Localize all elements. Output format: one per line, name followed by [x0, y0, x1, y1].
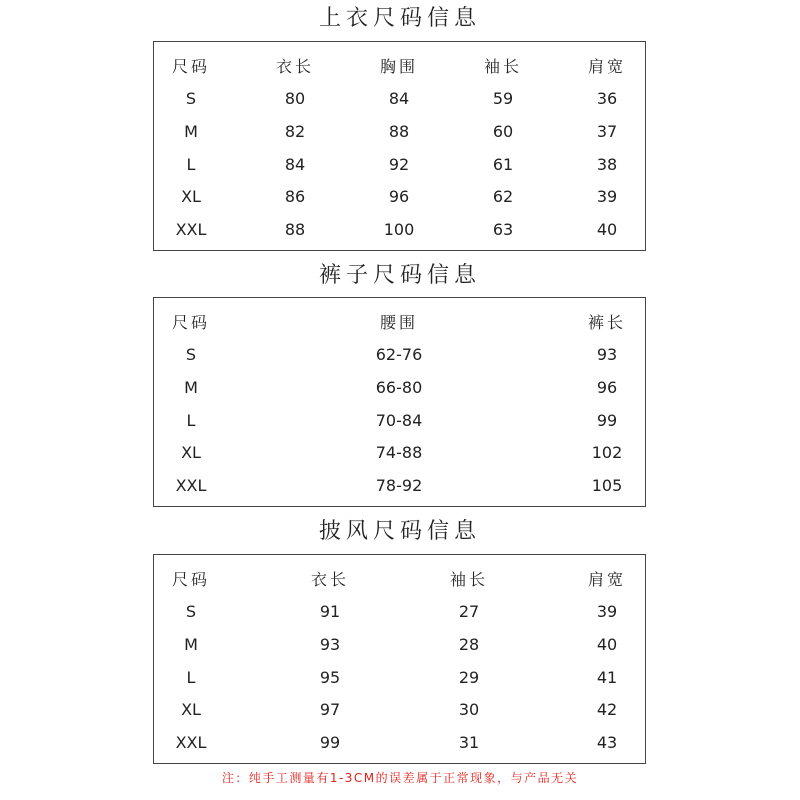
table-row	[154, 471, 645, 501]
waist-cell: 62-76	[375, 345, 423, 364]
length-cell: 93	[319, 635, 341, 654]
table-header-row	[154, 308, 645, 338]
cape-size-title: 披风尺码信息	[318, 519, 481, 544]
shoulder-cell: 39	[596, 187, 618, 206]
table-row	[154, 695, 645, 725]
shoulder-cell: 39	[596, 602, 618, 621]
length-cell: 80	[284, 89, 306, 108]
header-shoulder: 肩宽	[587, 57, 626, 76]
length-cell: 97	[319, 700, 341, 719]
chest-cell: 96	[388, 187, 410, 206]
waist-cell: 74-88	[375, 443, 423, 462]
table-row	[154, 597, 645, 627]
length-cell: 95	[319, 668, 341, 687]
table-row	[154, 117, 645, 147]
table-row	[154, 406, 645, 436]
pants-size-title: 裤子尺码信息	[318, 263, 481, 288]
header-chest: 胸围	[379, 57, 418, 76]
length-cell: 91	[319, 602, 341, 621]
length-cell: 99	[319, 733, 341, 752]
size-cell: M	[184, 635, 198, 654]
size-cell: XXL	[175, 733, 207, 752]
chest-cell: 92	[388, 155, 410, 174]
pants-length-cell: 105	[591, 476, 623, 495]
header-waist: 腰围	[379, 313, 418, 332]
sleeve-cell: 60	[492, 122, 514, 141]
shoulder-cell: 37	[596, 122, 618, 141]
size-cell: L	[186, 411, 196, 430]
sleeve-cell: 59	[492, 89, 514, 108]
sleeve-cell: 62	[492, 187, 514, 206]
size-cell: S	[185, 345, 197, 364]
size-cell: XXL	[175, 476, 207, 495]
header-sleeve: 袖长	[483, 57, 522, 76]
chest-cell: 88	[388, 122, 410, 141]
length-cell: 88	[284, 220, 306, 239]
sleeve-cell: 30	[458, 700, 480, 719]
table-header-row	[154, 52, 645, 82]
table-row	[154, 373, 645, 403]
length-cell: 84	[284, 155, 306, 174]
waist-cell: 78-92	[375, 476, 423, 495]
table-row	[154, 215, 645, 245]
size-cell: L	[186, 155, 196, 174]
shoulder-cell: 40	[596, 220, 618, 239]
pants-length-cell: 93	[596, 345, 618, 364]
header-length: 衣长	[310, 570, 349, 589]
header-sleeve: 袖长	[449, 570, 488, 589]
cape-size-table	[153, 554, 646, 764]
table-row	[154, 150, 645, 180]
sleeve-cell: 29	[458, 668, 480, 687]
table-row	[154, 340, 645, 370]
shoulder-cell: 38	[596, 155, 618, 174]
chest-cell: 100	[383, 220, 415, 239]
header-size: 尺码	[171, 57, 210, 76]
sleeve-cell: 31	[458, 733, 480, 752]
shoulder-cell: 40	[596, 635, 618, 654]
table-header-row	[154, 565, 645, 595]
shoulder-cell: 36	[596, 89, 618, 108]
header-shoulder: 肩宽	[587, 570, 626, 589]
size-cell: S	[185, 602, 197, 621]
header-size: 尺码	[171, 570, 210, 589]
top-size-title: 上衣尺码信息	[318, 6, 481, 31]
header-length: 衣长	[275, 57, 314, 76]
table-row	[154, 438, 645, 468]
size-cell: M	[184, 378, 198, 397]
size-cell: L	[186, 668, 196, 687]
size-cell: S	[185, 89, 197, 108]
shoulder-cell: 42	[596, 700, 618, 719]
sleeve-cell: 61	[492, 155, 514, 174]
waist-cell: 66-80	[375, 378, 423, 397]
size-cell: XXL	[175, 220, 207, 239]
sleeve-cell: 28	[458, 635, 480, 654]
table-row	[154, 182, 645, 212]
size-cell: XL	[181, 700, 201, 719]
size-cell: M	[184, 122, 198, 141]
pants-length-cell: 102	[591, 443, 623, 462]
chest-cell: 84	[388, 89, 410, 108]
sleeve-cell: 27	[458, 602, 480, 621]
length-cell: 86	[284, 187, 306, 206]
table-row	[154, 630, 645, 660]
table-row	[154, 84, 645, 114]
size-cell: XL	[181, 443, 201, 462]
shoulder-cell: 41	[596, 668, 618, 687]
shoulder-cell: 43	[596, 733, 618, 752]
size-cell: XL	[181, 187, 201, 206]
length-cell: 82	[284, 122, 306, 141]
measurement-disclaimer: 注：纯手工测量有1-3CM的误差属于正常现象，与产品无关	[221, 771, 579, 785]
sleeve-cell: 63	[492, 220, 514, 239]
header-pants-length: 裤长	[587, 313, 626, 332]
top-size-table	[153, 41, 646, 251]
table-row	[154, 728, 645, 758]
pants-size-table	[153, 297, 646, 507]
waist-cell: 70-84	[375, 411, 423, 430]
pants-length-cell: 99	[596, 411, 618, 430]
table-row	[154, 663, 645, 693]
pants-length-cell: 96	[596, 378, 618, 397]
header-size: 尺码	[171, 313, 210, 332]
